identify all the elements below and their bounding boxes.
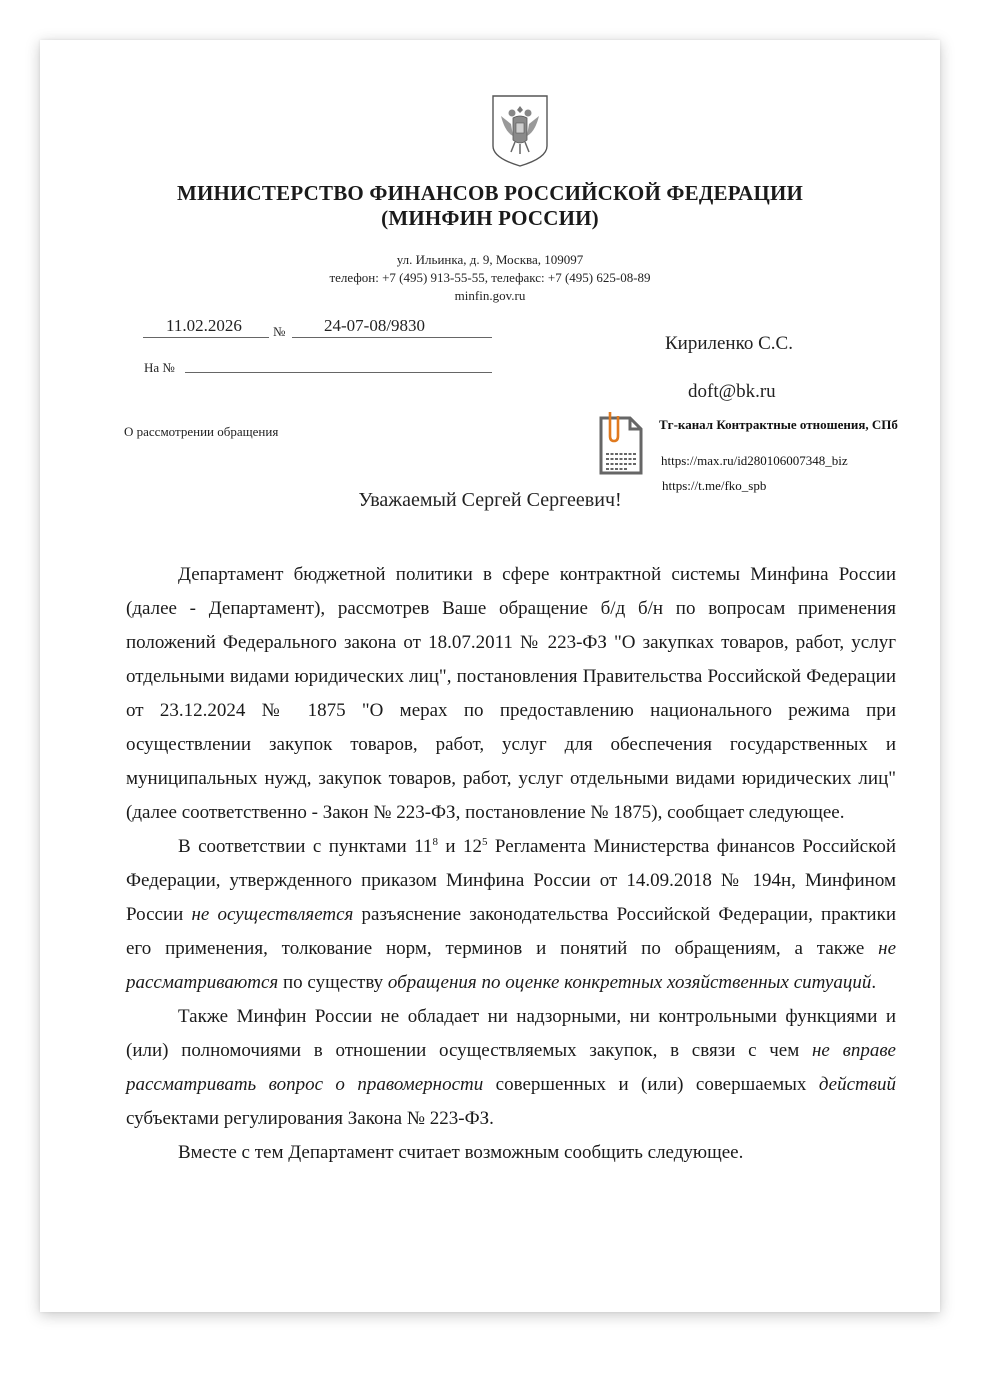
letter-body	[126, 558, 896, 1170]
paragraph-2-text: Регламента Министерства финансов Российской Федерации, утвержденного приказом Минфина России от 14.09.2018 № 194н, Минфином России	[126, 836, 896, 925]
stamp-link-telegram[interactable]: https://t.me/fko_spb	[662, 478, 767, 493]
reference-label: На №	[144, 360, 175, 375]
ministry-name: МИНИСТЕРСТВО ФИНАНСОВ РОССИЙСКОЙ ФЕДЕРАЦИИ	[176, 181, 804, 205]
stamp-channel-title: Тг-канал Контрактные отношения, СПб	[659, 417, 898, 432]
paragraph-2-text: В соответствии с пунктами 11	[178, 836, 433, 857]
salutation: Уважаемый Сергей Сергеевич!	[358, 489, 622, 511]
emphasis-text: не рассматриваются	[126, 938, 896, 993]
letter-date: 11.02.2026	[166, 316, 242, 335]
paragraph-3-text: Также Минфин России не обладает ни надзорными, ни контрольными функциями и (или) полномочиями в отношении осуществляемых закупок, в связи с чем	[126, 1006, 896, 1061]
footnote-mark: 5	[481, 836, 488, 848]
letter-page	[40, 40, 940, 1312]
letter-number: 24-07-08/9830	[324, 316, 426, 335]
footnote-mark: 8	[432, 836, 438, 848]
number-line	[292, 337, 492, 338]
paragraph-2-text: и 12	[437, 836, 482, 857]
letter-subject: О рассмотрении обращения	[124, 424, 279, 439]
coat-of-arms-emblem	[489, 92, 551, 168]
ministry-phones: телефон: +7 (495) 913-55-55, телефакс: +7 (495) 625-08-89	[329, 270, 651, 285]
paragraph-2-text: разъяснение законодательства Российской Федерации, практики его применения, толкование норм, терминов и понятий по обращениям, а также	[126, 904, 896, 959]
paragraph-1: Департамент бюджетной политики в сфере контрактной системы Минфина России (далее - Департамент), рассмотрев Ваше обращение б/д б/н по вопросам применения положений Федерального закона от 18.07.2011 № 223-ФЗ "О закупках товаров, работ, услуг отдельными видами юридических лиц", постановления Правительства Российской Федерации от 23.12.2024 № 1875 "О мерах по предоставлению национального режима при осуществлении закупок товаров, работ, услуг для обеспечения государственных и муниципальных нужд, закупок товаров, работ, услуг отдельными видами юридических лиц" (далее соответственно - Закон № 223-ФЗ, постановление № 1875), сообщает следующее.	[126, 564, 896, 823]
stamp-link-max[interactable]: https://max.ru/id280106007348_biz	[661, 453, 848, 468]
paragraph-3	[126, 1000, 896, 1136]
paragraph-4: Вместе с тем Департамент считает возможным сообщить следующее.	[178, 1142, 744, 1163]
emphasis-text: не вправе рассматривать вопрос о правомерности	[126, 1040, 896, 1095]
paragraph-3-text: совершенных и (или) совершаемых	[483, 1074, 819, 1095]
paragraph-3-text: субъектами регулирования Закона № 223-ФЗ.	[126, 1108, 494, 1129]
emphasis-text: действий	[818, 1074, 896, 1095]
date-line	[143, 337, 269, 338]
document-clip-icon	[598, 410, 644, 476]
reference-line	[185, 372, 492, 373]
paragraph-2-text: по существу	[278, 972, 388, 993]
recipient-email: doft@bk.ru	[688, 381, 776, 402]
paragraph-2	[126, 830, 896, 1000]
paragraph-2-text: .	[871, 972, 877, 993]
ministry-website: minfin.gov.ru	[454, 288, 526, 303]
emphasis-text: не осуществляется	[191, 904, 354, 925]
ministry-short-name: (МИНФИН РОССИИ)	[381, 206, 599, 230]
number-label: №	[273, 324, 286, 339]
ministry-address: ул. Ильинка, д. 9, Москва, 109097	[396, 252, 584, 267]
recipient-name: Кириленко С.С.	[665, 333, 793, 354]
emphasis-text: обращения по оценке конкретных хозяйственных ситуаций	[387, 972, 872, 993]
